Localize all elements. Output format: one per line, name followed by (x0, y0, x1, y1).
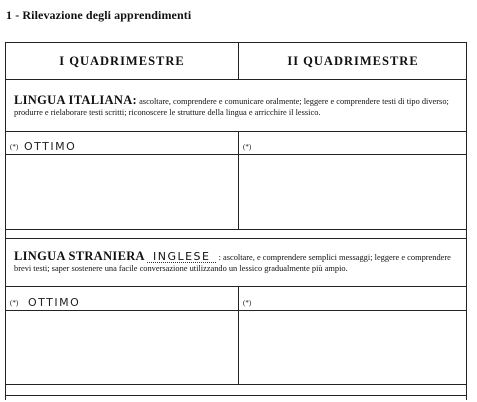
subject-name: LINGUA STRANIERA (14, 249, 145, 263)
subject-name: LINGUA ITALIANA: (14, 93, 137, 107)
divider (6, 384, 466, 385)
header-row (6, 43, 466, 80)
page-title: 1 - Rilevazione degli apprendimenti (6, 8, 192, 22)
column-header-first-term: I QUADRIMESTRE (6, 43, 239, 79)
divider (6, 238, 466, 239)
handwritten-language: INGLESE (147, 251, 217, 263)
footnote-mark: (*) (243, 143, 252, 151)
footnote-mark: (*) (243, 299, 252, 307)
divider (6, 131, 466, 132)
divider (6, 310, 466, 311)
divider (6, 286, 466, 287)
subject-description: : ascoltare, e comprendere semplici messaggi; leggere e comprendere brevi testi; saper sostenere una facile conversazione utilizzando un lessico gradualmente più ampio. (14, 253, 451, 273)
divider (6, 154, 466, 155)
grade-italiano-first-term: OTTIMO (24, 140, 77, 153)
divider (6, 395, 466, 396)
column-divider (238, 286, 239, 384)
column-divider (238, 131, 239, 229)
subject-description: ascoltare, comprendere e comunicare oralmente; leggere e comprendere testi di tipo diverso; produrre e rielaborare testi scritti; riconoscere le strutture della lingua e arricchire il lessico. (14, 97, 449, 117)
assessment-table (5, 42, 467, 400)
divider (6, 229, 466, 230)
grade-straniera-first-term: OTTIMO (28, 296, 81, 309)
footnote-mark: (*) (10, 143, 19, 151)
column-header-second-term: II QUADRIMESTRE (287, 54, 419, 68)
subject-italiano (6, 95, 466, 118)
subject-straniera (6, 251, 466, 274)
footnote-mark: (*) (10, 299, 19, 307)
